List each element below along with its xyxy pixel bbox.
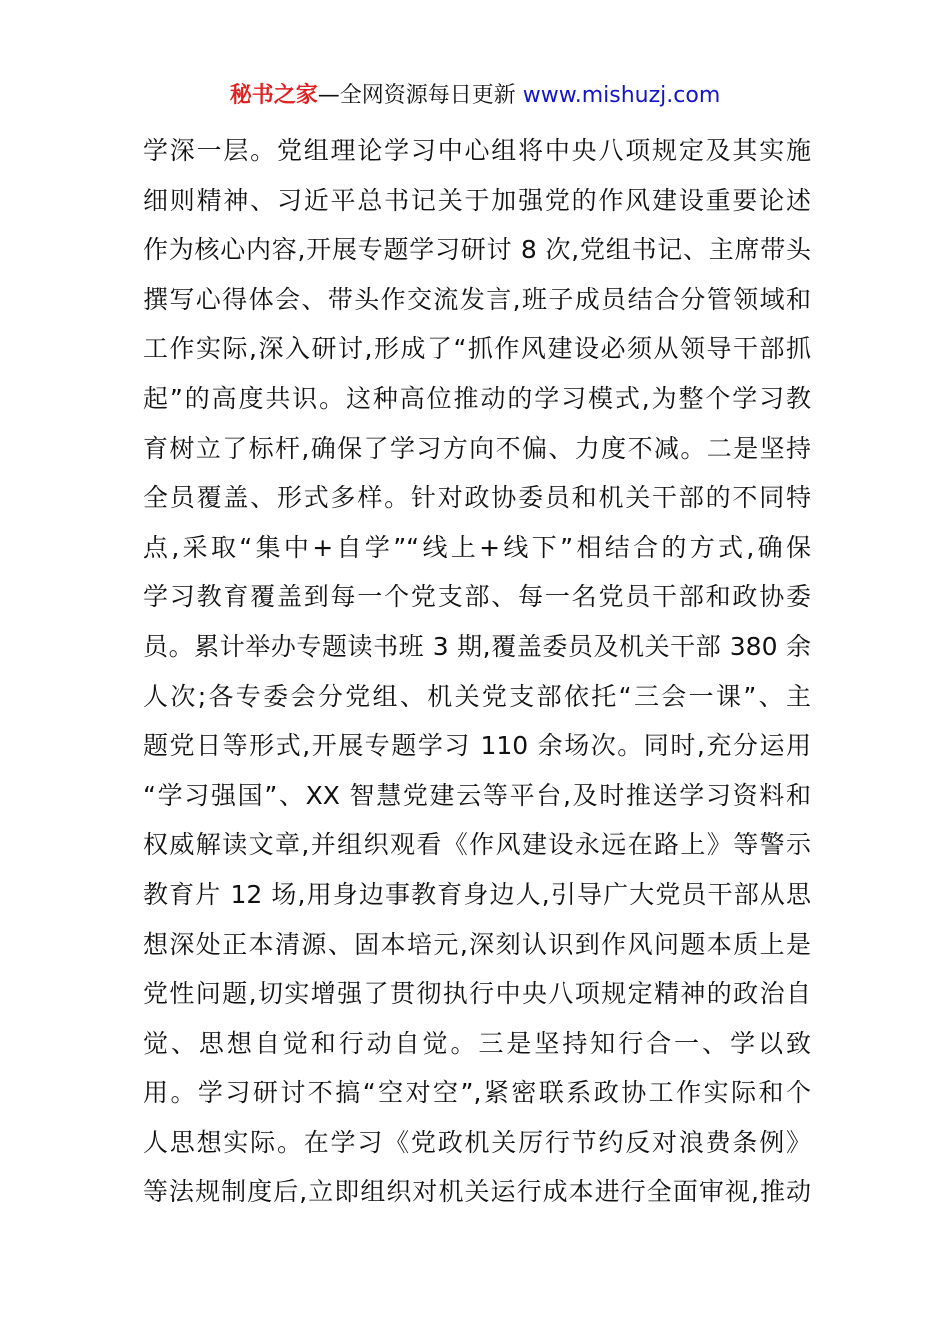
text-line: 工作实际,深入研讨,形成了“抓作风建设必须从领导干部抓 bbox=[143, 334, 811, 364]
text-line: 觉、思想自觉和行动自觉。三是坚持知行合一、学以致 bbox=[143, 1028, 811, 1058]
text-line: 点,采取“集中+自学”“线上+线下”相结合的方式,确保 bbox=[143, 532, 811, 562]
text-line: 教育片 12 场,用身边事教育身边人,引导广大党员干部从思 bbox=[143, 879, 811, 909]
body-paragraph bbox=[143, 126, 811, 1217]
text-line: 细则精神、习近平总书记关于加强党的作风建设重要论述 bbox=[143, 185, 811, 215]
text-line: 起”的高度共识。这种高位推动的学习模式,为整个学习教 bbox=[143, 383, 811, 413]
text-line: 用。学习研讨不搞“空对空”,紧密联系政协工作实际和个 bbox=[143, 1078, 811, 1108]
text-line: 题党日等形式,开展专题学习 110 余场次。同时,充分运用 bbox=[143, 731, 811, 761]
site-url-link[interactable]: www.mishuzj.com bbox=[522, 83, 721, 108]
text-line: “学习强国”、XX 智慧党建云等平台,及时推送学习资料和 bbox=[143, 780, 811, 810]
text-line: 育树立了标杆,确保了学习方向不偏、力度不减。二是坚持 bbox=[143, 433, 811, 463]
brand-name: 秘书之家 bbox=[229, 83, 318, 108]
text-line: 人思想实际。在学习《党政机关厉行节约反对浪费条例》 bbox=[143, 1127, 811, 1157]
text-line: 学习教育覆盖到每一个党支部、每一名党员干部和政协委 bbox=[143, 582, 811, 612]
text-line: 权威解读文章,并组织观看《作风建设永远在路上》等警示 bbox=[143, 830, 811, 860]
text-line: 作为核心内容,开展专题学习研讨 8 次,党组书记、主席带头 bbox=[143, 235, 811, 265]
text-line: 全员覆盖、形式多样。针对政协委员和机关干部的不同特 bbox=[143, 483, 811, 513]
header-tagline: —全网资源每日更新 bbox=[317, 83, 516, 108]
text-line: 撰写心得体会、带头作交流发言,班子成员结合分管领域和 bbox=[143, 284, 811, 314]
site-header bbox=[0, 80, 950, 112]
text-line: 等法规制度后,立即组织对机关运行成本进行全面审视,推动 bbox=[143, 1177, 811, 1207]
text-line: 员。累计举办专题读书班 3 期,覆盖委员及机关干部 380 余 bbox=[143, 631, 811, 661]
text-line: 学深一层。党组理论学习中心组将中央八项规定及其实施 bbox=[143, 136, 811, 165]
text-line: 党性问题,切实增强了贯彻执行中央八项规定精神的政治自 bbox=[143, 979, 811, 1009]
text-line: 人次;各专委会分党组、机关党支部依托“三会一课”、主 bbox=[143, 681, 811, 711]
text-line: 想深处正本清源、固本培元,深刻认识到作风问题本质上是 bbox=[143, 929, 811, 959]
